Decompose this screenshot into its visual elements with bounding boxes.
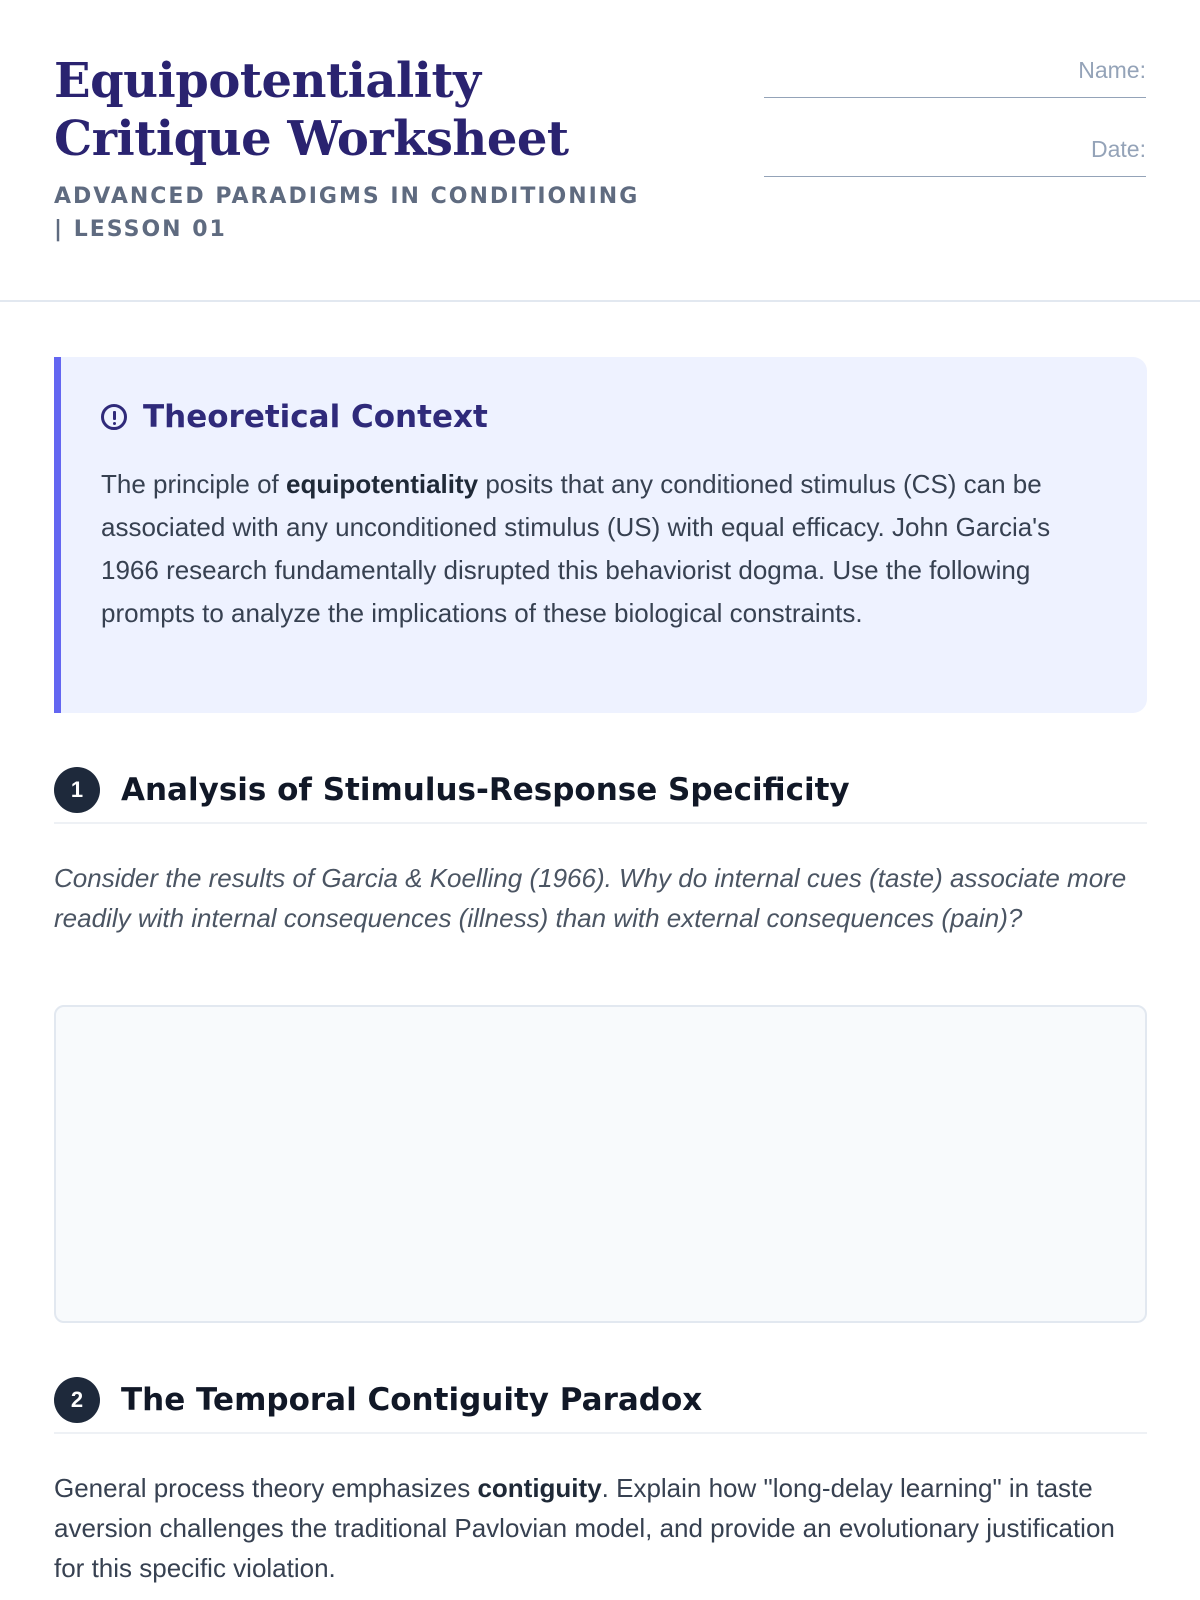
- info-circle-icon: [101, 404, 127, 430]
- context-body-term: equipotentiality: [285, 469, 479, 499]
- section-1-number-badge: 1: [54, 767, 100, 813]
- section-2-title: The Temporal Contiguity Paradox: [121, 1382, 703, 1418]
- worksheet-title: Equipotentiality Critique Worksheet: [54, 53, 569, 167]
- worksheet-subtitle: ADVANCED PARADIGMS IN CONDITIONING | LESSON 01: [54, 184, 640, 242]
- section-2-prompt-term: contiguity: [477, 1473, 602, 1503]
- name-line[interactable]: [764, 97, 1146, 98]
- context-body-start: The principle of: [101, 469, 286, 499]
- section-2-prompt: [54, 1468, 1147, 1588]
- context-heading: [101, 399, 488, 435]
- section-2-number-badge: 2: [54, 1377, 100, 1423]
- context-body-end: posits that any conditioned stimulus (CS) can be associated with any unconditioned stimulus (US) with equal efficacy. John Garcia's 1966 research fundamentally disrupted this behaviorist dogma. Use the following prompts to analyze the implications of these biological constraints.: [101, 469, 1051, 628]
- section-2-prompt-start: General process theory emphasizes: [54, 1473, 478, 1503]
- date-label: Date:: [1091, 136, 1146, 162]
- worksheet-header: [0, 0, 1200, 302]
- theoretical-context-box: [54, 357, 1147, 713]
- name-label: Name:: [1078, 57, 1146, 83]
- date-line[interactable]: [764, 176, 1146, 177]
- section-2-heading: [54, 1368, 1147, 1434]
- context-body: [101, 463, 1091, 635]
- context-title: Theoretical Context: [143, 399, 488, 435]
- section-1-answer-box[interactable]: [54, 1005, 1147, 1323]
- section-1-prompt: Consider the results of Garcia & Koelling (1966). Why do internal cues (taste) associate more readily with internal consequences (illness) than with external consequences (pain)?: [54, 863, 1127, 933]
- name-field[interactable]: [764, 55, 1146, 98]
- section-2-prompt-end: . Explain how "long-delay learning" in taste aversion challenges the traditional Pavlovian model, and provide an evolutionary justification for this specific violation.: [54, 1473, 1115, 1583]
- section-1-heading: [54, 758, 1147, 824]
- date-field[interactable]: [764, 134, 1146, 177]
- section-1-title: Analysis of Stimulus-Response Specificity: [121, 772, 850, 808]
